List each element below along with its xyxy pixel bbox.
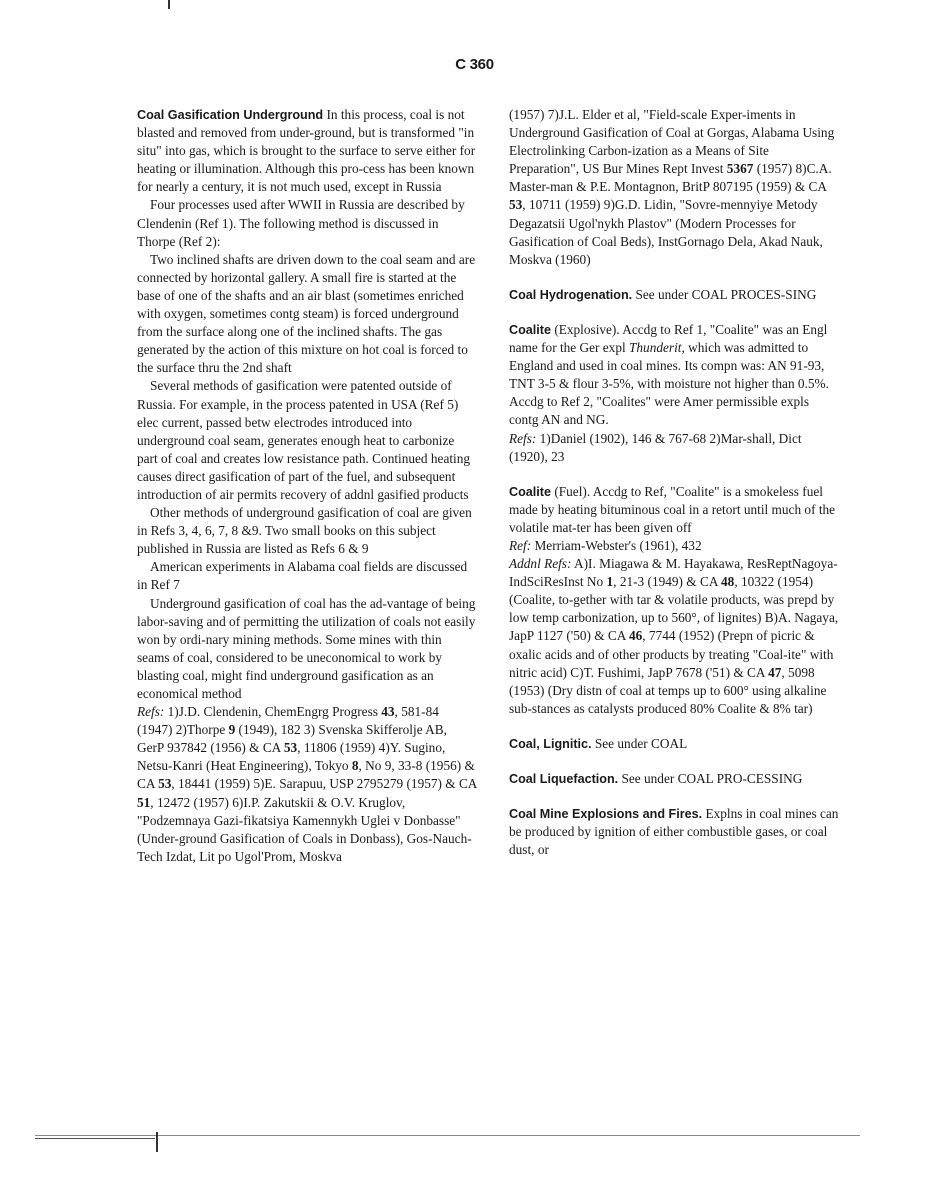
- margin-tick-top: [168, 0, 170, 9]
- page-number: C 360: [455, 56, 494, 73]
- entry-heading-hydrogenation: Coal Hydrogenation.: [509, 287, 633, 302]
- left-column: [137, 106, 477, 866]
- entry-liquefaction: Coal Liquefaction. See under COAL PRO-CESSING: [509, 771, 803, 786]
- right-column: [509, 106, 839, 859]
- entry-heading-mine-explosions: Coal Mine Explosions and Fires.: [509, 807, 703, 822]
- margin-tick-bottom: [156, 1132, 158, 1152]
- entry-mine-explosions: Coal Mine Explosions and Fires. Explns in coal mines can be produced by ignition of either combustible gases, or coal dust, or: [509, 806, 839, 858]
- entry-coalite-explosive: Coalite (Explosive). Accdg to Ref 1, "Coalite" was an Engl name for the Ger expl Thunderit, which was admitted to England and used in coal mines. Its compn was: AN 91-93, TNT 3-5 & flour 3-5%, with moisture not higher than 0.5%. Accdg to Ref 2, "Coalites" were Amer permissible expls contg AN and NG. Refs: 1)Daniel (1902), 146 & 767-68 2)Mar-shall, Dict (1920), 23: [509, 321, 829, 464]
- bottom-rule: [35, 1135, 860, 1136]
- bottom-rule-accent: [35, 1138, 155, 1139]
- gasification-para-7: Underground gasification of coal has the ad-vantage of being labor-saving and of permitting the utilization of coals not easily won by ordi-nary mining methods. Some mines with thin seams of coal, considered to be uneconomical to work by blasting coal, might find underground gasification as an economical method: [137, 595, 476, 701]
- gasification-para-3: Two inclined shafts are driven down to the coal seam and are connected by horizontal gallery. A small fire is started at the base of one of the shafts and an air blast (sometimes enriched with oxygen, sometimes contg steam) is forced underground from the surface along one of the inclined shafts. The gas generated by the action of this mixture on hot coal is forced to the surface thru the 2nd shaft: [137, 251, 476, 376]
- entry-heading-lignitic: Coal, Lignitic.: [509, 736, 592, 751]
- entry-lignitic: Coal, Lignitic. See under COAL: [509, 735, 688, 751]
- gasification-refs-continued: (1957) 7)J.L. Elder et al, "Field-scale Exper-iments in Underground Gasification of Coal at Gorgas, Alabama Using Electrolinking Carbon-ization as a Means of Site Preparation", US Bur Mines Rept Invest 5367 (1957) 8)C.A. Master-man & P.E. Montagnon, BritP 807195 (1959) & CA 53, 10711 (1959) 9)G.D. Lidin, "Sovre-mennyiye Metody Degazatsii Ugol'nykh Plastov" (Modern Processes for Gasification of Coal Beds), InstGornago Dela, Akad Nauk, Moskva (1960): [509, 107, 835, 267]
- entry-hydrogenation: Coal Hydrogenation. See under COAL PROCES-SING: [509, 286, 817, 302]
- entry-heading-liquefaction: Coal Liquefaction.: [509, 772, 619, 786]
- gasification-para-5: Other methods of underground gasification of coal are given in Refs 3, 4, 6, 7, 8 &9. Two small books on this subject published in Russia are listed as Refs 6 & 9: [137, 505, 472, 557]
- gasification-para-2: Four processes used after WWII in Russia are described by Clendenin (Ref 1). The following method is discussed in Thorpe (Ref 2):: [137, 197, 465, 249]
- gasification-para-6: American experiments in Alabama coal fields are discussed in Ref 7: [137, 559, 468, 593]
- gasification-para-4: Several methods of gasification were patented outside of Russia. For example, in the process patented in USA (Ref 5) elec current, passed betw electrodes introduced into underground coal seam, generates enough heat to carbonize part of coal and creates low resistance path. Continued heating causes direct gasification of part of the fuel, and subsequent introduction of air permits recovery of addnl gasified products: [137, 378, 471, 502]
- gasification-refs: Refs: 1)J.D. Clendenin, ChemEngrg Progress 43, 581-84 (1947) 2)Thorpe 9 (1949), 182 3) Svenska Skifferolje AB, GerP 937842 (1956) & CA 53, 11806 (1959) 4)Y. Sugino, Netsu-Kanri (Heat Engineering), Tokyo 8, No 9, 33-8 (1956) & CA 53, 18441 (1959) 5)E. Sarapuu, USP 2795279 (1957) & CA 51, 12472 (1957) 6)I.P. Zakutskii & O.V. Kruglov, "Podzemnaya Gazi-fikatsiya Kamennykh Uglei v Donbasse" (Under-ground Gasification of Coals in Donbass), Gos-Nauch-Tech Izdat, Lit po Ugol'Prom, Moskva: [137, 704, 477, 864]
- gasification-intro: Coal Gasification Underground In this process, coal is not blasted and removed from under-ground, but is transformed "in situ" into gas, which is brought to the surface to serve either for heating or illumination. Although this pro-cess has been known for nearly a century, it is not much used, except in Russia: [137, 107, 476, 195]
- entry-heading-coalite-explosive: Coalite: [509, 322, 551, 337]
- entry-heading-coalite-fuel: Coalite: [509, 484, 551, 499]
- entry-coalite-fuel: Coalite (Fuel). Accdg to Ref, "Coalite" is a smokeless fuel made by heating bituminous coal in a retort until much of the volatile mat-ter has been given off Ref: Merriam-Webster's (1961), 432 Addnl Refs: A)I. Miagawa & M. Hayakawa, ResReptNagoya-IndSciResInst No 1, 21-3 (1949) & CA 48, 10322 (1954) (Coalite, to-gether with tar & volatile products, was prepd by low temp carbonization, up to 560°, of lignites) B)A. Nagaya, JapP 1127 ('50) & CA 46, 7744 (1952) (Prepn of picric & oxalic acids and of other products by treating "Coal-ite" with nitric acid) C)T. Fushimi, JapP 7678 ('51) & CA 47, 5098 (1953) (Dry distn of coal at temps up to 600° using alkaline sub-stances as catalysts produced 80% Coalite & 8% tar): [509, 483, 839, 716]
- entry-heading-gasification: Coal Gasification Underground: [137, 108, 324, 122]
